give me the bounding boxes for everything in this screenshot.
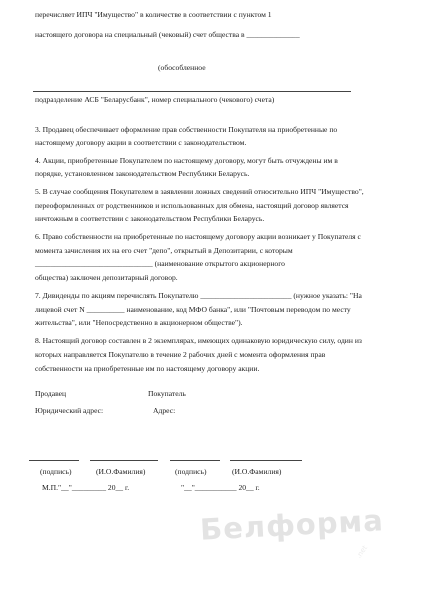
text-line-4: подразделение АСБ "Беларусбанк", номер специального (чекового) счета) <box>35 95 275 104</box>
clause-5-line-2: переоформленных от родственников и использованных для обмена, настоящий договор является <box>35 201 349 210</box>
clause-4-line-1: 4. Акции, приобретенные Покупателем по настоящему договору, могут быть отчуждены им в <box>35 156 338 165</box>
clause-5-line-3: ничтожным в соответствии с законодательством Республики Беларусь. <box>35 214 265 223</box>
clause-7-line-3: жительства", или "Непосредственно в акционерном обществе"). <box>35 318 243 327</box>
belforma-watermark: Белформа <box>199 503 385 547</box>
seller-name-caption: (И.О.Фамилия) <box>96 467 146 476</box>
buyer-signature-line <box>170 460 220 461</box>
clause-8-line-2: которых направляется Покупателю в течение 2 рабочих дней с момента оформления прав <box>35 350 326 359</box>
seller-signature-caption: (подпись) <box>40 467 72 476</box>
clause-8-line-3: собственности на приобретенные им по настоящему договору акции. <box>35 364 260 373</box>
clause-6-line-2: момента зачисления их на его счет "депо", открытый в Депозитарии, с которым <box>35 246 293 255</box>
clause-7-line-1: 7. Дивиденды по акциям перечислять Покупателю ________________________ (нужное указать: "На <box>35 291 362 300</box>
clause-4-line-2: порядке, установленном законодательством Республики Беларусь. <box>35 169 250 178</box>
clause-5-line-1: 5. В случае сообщения Покупателем в заявлении ложных сведений относительно ИПЧ "Имущество", <box>35 187 364 196</box>
clause-6-line-3: _______________________________ (наименование открытого акционерного <box>35 259 285 268</box>
seller-signature-line <box>29 460 79 461</box>
seller-name-line <box>90 460 158 461</box>
seller-date-line: М.П."__"_________ 20__ г. <box>42 483 130 492</box>
buyer-signature-caption: (подпись) <box>175 467 207 476</box>
seller-label: Продавец <box>35 389 67 398</box>
clause-3-line-1: 3. Продавец обеспечивает оформление прав собственности Покупателя на приобретенные по <box>35 125 338 134</box>
text-line-3: (обособленное <box>158 63 206 72</box>
clause-3-line-2: настоящему договору акции в соответствии с законодательством. <box>35 138 247 147</box>
text-line-1: перечисляет ИПЧ "Имущество" в количестве в соответствии с пунктом 1 <box>35 10 272 19</box>
belforma-watermark-tld: .net <box>354 544 370 560</box>
text-line-2: настоящего договора на специальный (чековый) счет общества в ______________ <box>35 30 300 39</box>
clause-7-line-2: лицевой счет N __________ наименование, код МФО банка", или "Почтовым переводом по месту <box>35 305 351 314</box>
clause-6-line-4: общества) заключен депозитарный договор. <box>35 273 178 282</box>
buyer-name-caption: (И.О.Фамилия) <box>232 467 282 476</box>
clause-6-line-1: 6. Право собственности на приобретенные по настоящему договору акции возникает у Покупателя с <box>35 232 361 241</box>
buyer-label: Покупатель <box>148 389 186 398</box>
buyer-name-line <box>230 460 302 461</box>
clause-8-line-1: 8. Настоящий договор составлен в 2 экземплярах, имеющих одинаковую юридическую силу, один из <box>35 336 362 345</box>
seller-address-label: Юридический адрес: <box>35 406 104 415</box>
account-fill-line <box>33 91 351 92</box>
buyer-address-label: Адрес: <box>153 406 176 415</box>
buyer-date-line: "__"___________ 20__ г. <box>181 483 260 492</box>
